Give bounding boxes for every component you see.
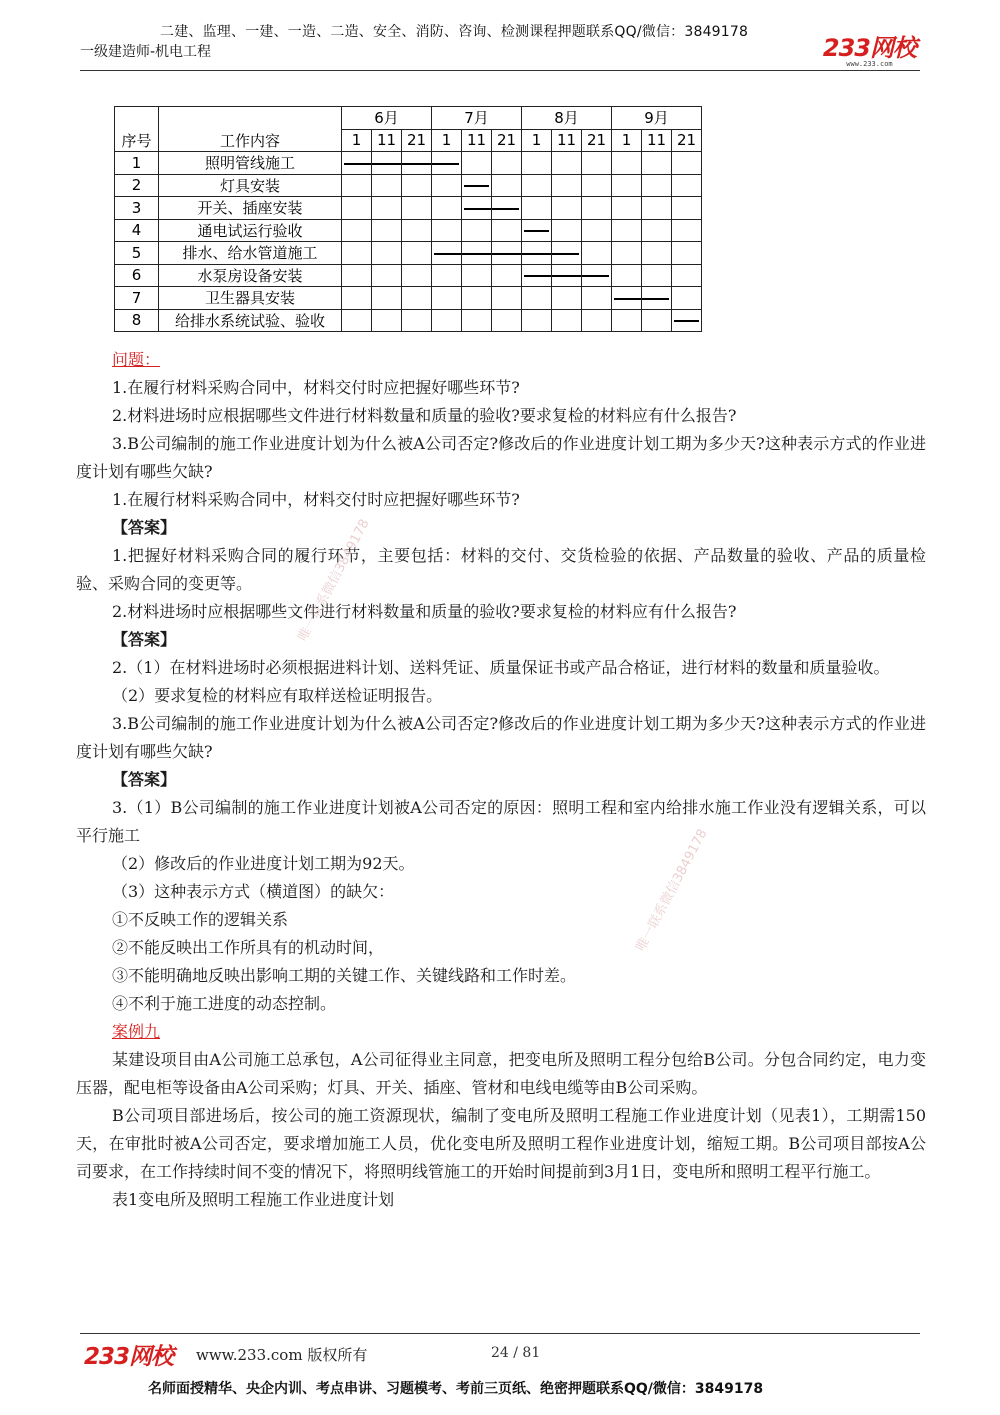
timeline-cell — [432, 264, 462, 287]
gantt-row — [115, 264, 702, 287]
gantt-row — [115, 219, 702, 242]
timeline-cell — [462, 174, 492, 197]
day-header: 1 — [342, 129, 372, 152]
gantt-month-row — [115, 107, 702, 130]
timeline-cell — [642, 264, 672, 287]
answer-3-1: 3.（1）B公司编制的施工作业进度计划被A公司否定的原因：照明工程和室内给排水施工作业没有逻辑关系，可以平行施工 — [76, 798, 926, 845]
timeline-cell — [372, 219, 402, 242]
gantt-bar-segment — [432, 163, 459, 165]
timeline-cell — [492, 152, 522, 175]
timeline-cell — [552, 174, 582, 197]
case-paragraph-2: B公司项目部进场后，按公司的施工资源现状，编制了变电所及照明工程施工作业进度计划（见表1），工期需150天，在审批时被A公司否定，要求增加施工人员，优化变电所及照明工程作业进度计划，缩短工期。B公司项目部按A公司要求，在工作持续时间不变的情况下，将照明线管施工的开始时间提前到3月1日，变电所和照明工程平行施工。 — [76, 1106, 926, 1181]
timeline-cell — [582, 152, 612, 175]
question-3-repeat: 3.B公司编制的施工作业进度计划为什么被A公司否定?修改后的作业进度计划工期为多少天?这种表示方式的作业进度计划有哪些欠缺? — [76, 714, 926, 761]
task-name: 开关、插座安装 — [159, 197, 342, 220]
gantt-bar-segment — [524, 275, 551, 277]
answer-label: 【答案】 — [112, 518, 177, 537]
timeline-cell — [372, 174, 402, 197]
day-header: 21 — [672, 129, 702, 152]
timeline-cell — [432, 242, 462, 265]
timeline-cell — [342, 287, 372, 310]
header-logo — [823, 28, 916, 68]
gantt-row — [115, 242, 702, 265]
case-paragraph-1: 某建设项目由A公司施工总承包，A公司征得业主同意，把变电所及照明工程分包给B公司。分包合同约定，电力变压器，配电柜等设备由A公司采购；灯具、开关、插座、管材和电线电缆等由B公司采购。 — [76, 1050, 926, 1097]
timeline-cell — [672, 309, 702, 332]
timeline-cell — [492, 174, 522, 197]
timeline-cell — [672, 174, 702, 197]
answer-3-2: （2）修改后的作业进度计划工期为92天。 — [112, 854, 415, 873]
timeline-cell — [612, 242, 642, 265]
footer-logo: 233网校 — [84, 1344, 174, 1370]
seq-header: 序号 — [115, 129, 159, 152]
table-caption: 表1变电所及照明工程施工作业进度计划 — [112, 1190, 395, 1209]
task-name: 照明管线施工 — [159, 152, 342, 175]
question-2: 2.材料进场时应根据哪些文件进行材料数量和质量的验收?要求复检的材料应有什么报告? — [112, 406, 737, 425]
task-name: 排水、给水管道施工 — [159, 242, 342, 265]
timeline-cell — [402, 152, 432, 175]
timeline-cell — [552, 309, 582, 332]
gantt-table — [114, 106, 702, 332]
timeline-cell — [342, 152, 372, 175]
day-header: 21 — [402, 129, 432, 152]
month-header: 6月 — [342, 107, 432, 130]
gantt-bar-segment — [614, 298, 641, 300]
task-header: 工作内容 — [159, 129, 342, 152]
timeline-cell — [492, 309, 522, 332]
timeline-cell — [462, 264, 492, 287]
timeline-cell — [672, 197, 702, 220]
document-body — [76, 346, 926, 1214]
question-3: 3.B公司编制的施工作业进度计划为什么被A公司否定?修改后的作业进度计划工期为多少天?这种表示方式的作业进度计划有哪些欠缺? — [76, 434, 926, 481]
task-number: 5 — [115, 242, 159, 265]
task-name: 灯具安装 — [159, 174, 342, 197]
timeline-cell — [342, 242, 372, 265]
timeline-cell — [402, 242, 432, 265]
timeline-cell — [552, 197, 582, 220]
timeline-cell — [642, 242, 672, 265]
timeline-cell — [582, 242, 612, 265]
timeline-cell — [462, 197, 492, 220]
timeline-cell — [432, 197, 462, 220]
watermark: 唯一联系微信3849178 — [633, 826, 711, 954]
timeline-cell — [522, 242, 552, 265]
timeline-cell — [552, 264, 582, 287]
logo-text: 233网校 — [822, 34, 916, 62]
answer-1: 1.把握好材料采购合同的履行环节，主要包括：材料的交付、交货检验的依据、产品数量的验收、产品的质量检验、采购合同的变更等。 — [76, 546, 926, 593]
watermark: 唯一联系微信3849178 — [295, 516, 373, 644]
timeline-cell — [672, 242, 702, 265]
header-contact-line: 二建、监理、一建、一造、二造、安全、消防、咨询、检测课程押题联系QQ/微信：3849178 — [160, 24, 749, 40]
timeline-cell — [672, 152, 702, 175]
timeline-cell — [522, 309, 552, 332]
timeline-cell — [672, 264, 702, 287]
timeline-cell — [612, 287, 642, 310]
timeline-cell — [522, 152, 552, 175]
footer-copyright: www.233.com 版权所有 — [196, 1346, 368, 1364]
answer-3-4: ①不反映工作的逻辑关系 — [112, 910, 289, 929]
timeline-cell — [372, 152, 402, 175]
timeline-cell — [372, 242, 402, 265]
timeline-cell — [462, 287, 492, 310]
timeline-cell — [342, 174, 372, 197]
timeline-cell — [582, 264, 612, 287]
day-header: 11 — [552, 129, 582, 152]
timeline-cell — [492, 242, 522, 265]
gantt-row — [115, 174, 702, 197]
timeline-cell — [372, 309, 402, 332]
timeline-cell — [582, 309, 612, 332]
timeline-cell — [612, 219, 642, 242]
timeline-cell — [582, 219, 612, 242]
answer-3-5: ②不能反映出工作所具有的机动时间， — [112, 938, 385, 957]
task-name: 水泵房设备安装 — [159, 264, 342, 287]
footer-divider — [80, 1333, 920, 1334]
month-header: 9月 — [612, 107, 702, 130]
day-header: 1 — [612, 129, 642, 152]
footer-contact-line: 名师面授精华、央企内训、考点串讲、习题模考、考前三页纸、绝密押题联系QQ/微信：3849178 — [148, 1381, 764, 1397]
timeline-cell — [642, 309, 672, 332]
timeline-cell — [372, 287, 402, 310]
timeline-cell — [432, 219, 462, 242]
day-header: 1 — [522, 129, 552, 152]
timeline-cell — [402, 264, 432, 287]
timeline-cell — [642, 287, 672, 310]
timeline-cell — [612, 264, 642, 287]
gantt-bar-segment — [492, 253, 521, 255]
gantt-day-row — [115, 129, 702, 152]
timeline-cell — [672, 287, 702, 310]
blank-cell — [115, 107, 159, 130]
timeline-cell — [612, 152, 642, 175]
timeline-cell — [582, 287, 612, 310]
timeline-cell — [342, 309, 372, 332]
timeline-cell — [522, 264, 552, 287]
gantt-row — [115, 309, 702, 332]
timeline-cell — [402, 287, 432, 310]
answer-2-1: 2.（1）在材料进场时必须根据进料计划、送料凭证、质量保证书或产品合格证，进行材料的数量和质量验收。 — [112, 658, 890, 677]
timeline-cell — [432, 174, 462, 197]
task-name: 通电试运行验收 — [159, 219, 342, 242]
timeline-cell — [462, 242, 492, 265]
timeline-cell — [432, 152, 462, 175]
timeline-cell — [582, 174, 612, 197]
timeline-cell — [432, 309, 462, 332]
timeline-cell — [462, 309, 492, 332]
timeline-cell — [582, 197, 612, 220]
timeline-cell — [402, 219, 432, 242]
question-2-repeat: 2.材料进场时应根据哪些文件进行材料数量和质量的验收?要求复检的材料应有什么报告? — [112, 602, 737, 621]
gantt-bar-segment — [344, 163, 371, 165]
timeline-cell — [402, 197, 432, 220]
task-number: 6 — [115, 264, 159, 287]
timeline-cell — [522, 174, 552, 197]
timeline-cell — [642, 174, 672, 197]
timeline-cell — [462, 152, 492, 175]
gantt-bar-segment — [524, 230, 549, 232]
timeline-cell — [492, 287, 522, 310]
gantt-bar-segment — [674, 320, 699, 322]
month-header: 8月 — [522, 107, 612, 130]
gantt-bar-segment — [402, 163, 431, 165]
timeline-cell — [612, 309, 642, 332]
timeline-cell — [402, 174, 432, 197]
task-number: 2 — [115, 174, 159, 197]
day-header: 21 — [492, 129, 522, 152]
gantt-bar-segment — [582, 275, 609, 277]
task-number: 1 — [115, 152, 159, 175]
page-number: 24 / 81 — [491, 1345, 541, 1361]
answer-3-7: ④不利于施工进度的动态控制。 — [112, 994, 337, 1013]
gantt-bar-segment — [552, 253, 579, 255]
gantt-bar-segment — [464, 208, 491, 210]
logo-url: www.233.com — [846, 60, 893, 68]
timeline-cell — [372, 264, 402, 287]
day-header: 11 — [642, 129, 672, 152]
gantt-bar-segment — [434, 253, 461, 255]
task-name: 给排水系统试验、验收 — [159, 309, 342, 332]
timeline-cell — [552, 242, 582, 265]
gantt-bar-segment — [552, 275, 581, 277]
task-number: 4 — [115, 219, 159, 242]
gantt-bar-segment — [642, 298, 669, 300]
timeline-cell — [462, 219, 492, 242]
task-name: 卫生器具安装 — [159, 287, 342, 310]
timeline-cell — [492, 264, 522, 287]
timeline-cell — [642, 219, 672, 242]
timeline-cell — [642, 152, 672, 175]
timeline-cell — [342, 219, 372, 242]
answer-label: 【答案】 — [112, 630, 177, 649]
day-header: 1 — [432, 129, 462, 152]
gantt-bar-segment — [464, 185, 489, 187]
answer-3-6: ③不能明确地反映出影响工期的关键工作、关键线路和工作时差。 — [112, 966, 577, 985]
timeline-cell — [492, 219, 522, 242]
timeline-cell — [612, 197, 642, 220]
questions-title: 问题： — [112, 350, 161, 369]
question-1-repeat: 1.在履行材料采购合同中，材料交付时应把握好哪些环节? — [112, 490, 520, 509]
question-1: 1.在履行材料采购合同中，材料交付时应把握好哪些环节? — [112, 378, 520, 397]
gantt-row — [115, 197, 702, 220]
day-header: 11 — [372, 129, 402, 152]
timeline-cell — [492, 197, 522, 220]
task-number: 3 — [115, 197, 159, 220]
timeline-cell — [402, 309, 432, 332]
gantt-bar-segment — [522, 253, 551, 255]
header-divider — [80, 70, 920, 71]
timeline-cell — [552, 152, 582, 175]
timeline-cell — [522, 197, 552, 220]
timeline-cell — [552, 219, 582, 242]
gantt-bar-segment — [462, 253, 491, 255]
answer-3-3: （3）这种表示方式（横道图）的缺欠： — [112, 882, 395, 901]
timeline-cell — [642, 197, 672, 220]
gantt-bar-segment — [492, 208, 519, 210]
gantt-row — [115, 287, 702, 310]
timeline-cell — [552, 287, 582, 310]
day-header: 11 — [462, 129, 492, 152]
answer-label: 【答案】 — [112, 770, 177, 789]
header-subtitle: 一级建造师-机电工程 — [80, 44, 212, 60]
timeline-cell — [522, 219, 552, 242]
task-number: 8 — [115, 309, 159, 332]
task-number: 7 — [115, 287, 159, 310]
month-header: 7月 — [432, 107, 522, 130]
answer-2-2: （2）要求复检的材料应有取样送检证明报告。 — [112, 686, 443, 705]
gantt-bar-segment — [372, 163, 401, 165]
timeline-cell — [672, 219, 702, 242]
day-header: 21 — [582, 129, 612, 152]
timeline-cell — [372, 197, 402, 220]
timeline-cell — [342, 197, 372, 220]
timeline-cell — [432, 287, 462, 310]
gantt-row — [115, 152, 702, 175]
timeline-cell — [342, 264, 372, 287]
case-title: 案例九 — [112, 1022, 161, 1041]
blank-cell — [159, 107, 342, 130]
timeline-cell — [612, 174, 642, 197]
timeline-cell — [522, 287, 552, 310]
